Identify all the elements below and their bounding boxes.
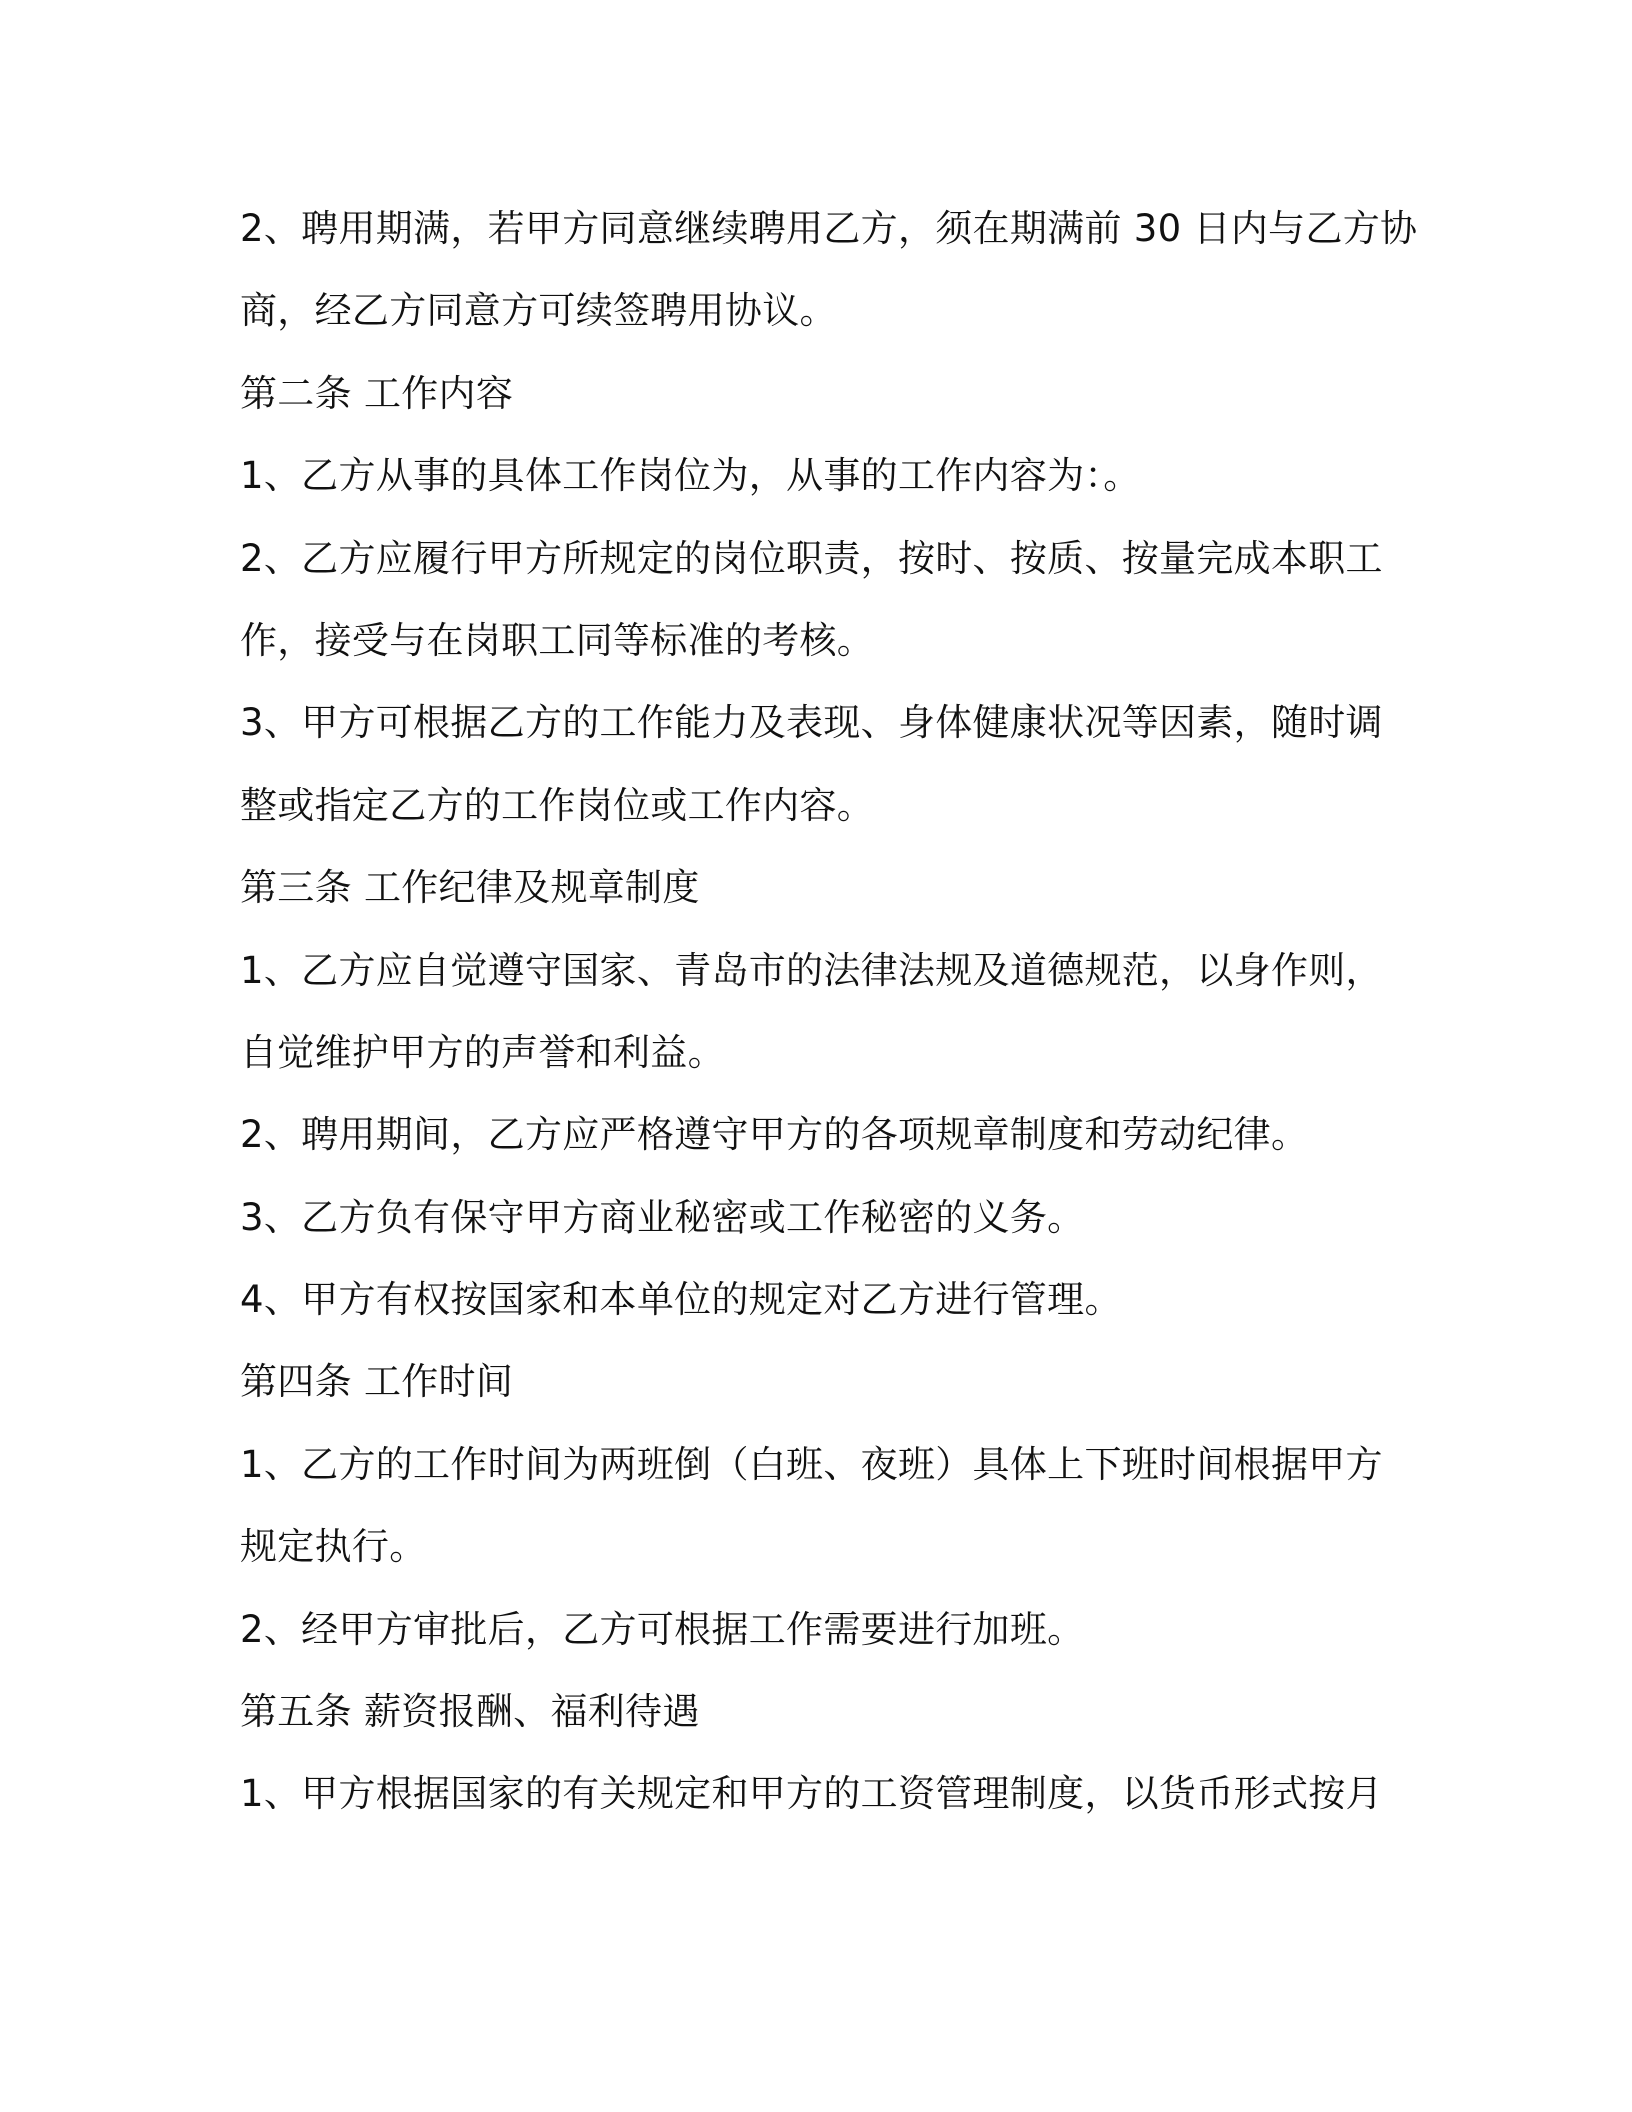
document-body (240, 188, 1418, 1836)
paragraph-line: 3、甲方可根据乙方的工作能力及表现、身体健康状况等因素，随时调 (240, 701, 1383, 745)
paragraph-line: 1、甲方根据国家的有关规定和甲方的工资管理制度，以货币形式按月 (240, 1772, 1383, 1816)
paragraph-line: 2、乙方应履行甲方所规定的岗位职责，按时、按质、按量完成本职工 (240, 536, 1383, 580)
paragraph-line: 商，经乙方同意方可续签聘用协议。 (240, 289, 837, 333)
paragraph-line: 2、聘用期满，若甲方同意继续聘用乙方，须在期满前 30 日内与乙方协 (240, 207, 1418, 250)
paragraph-line: 3、乙方负有保守甲方商业秘密或工作秘密的义务。 (240, 1195, 1085, 1239)
paragraph-line: 1、乙方应自觉遵守国家、青岛市的法律法规及道德规范，以身作则， (240, 948, 1383, 992)
paragraph-line: 2、聘用期间，乙方应严格遵守甲方的各项规章制度和劳动纪律。 (240, 1113, 1309, 1157)
section-heading: 第三条 工作纪律及规章制度 (240, 866, 700, 910)
paragraph-line: 整或指定乙方的工作岗位或工作内容。 (240, 783, 875, 827)
section-heading: 第四条 工作时间 (240, 1360, 514, 1404)
paragraph-line: 作，接受与在岗职工同等标准的考核。 (240, 618, 875, 662)
paragraph-line: 1、乙方从事的具体工作岗位为，从事的工作内容为：。 (240, 454, 1141, 498)
paragraph-line: 4、甲方有权按国家和本单位的规定对乙方进行管理。 (240, 1278, 1122, 1322)
paragraph-line: 1、乙方的工作时间为两班倒（白班、夜班）具体上下班时间根据甲方 (240, 1442, 1383, 1486)
section-heading: 第二条 工作内容 (240, 371, 514, 415)
section-heading: 第五条 薪资报酬、福利待遇 (240, 1690, 700, 1734)
paragraph-line: 2、经甲方审批后，乙方可根据工作需要进行加班。 (240, 1607, 1085, 1651)
paragraph-line: 自觉维护甲方的声誉和利益。 (240, 1030, 725, 1074)
paragraph-line: 规定执行。 (240, 1525, 427, 1569)
